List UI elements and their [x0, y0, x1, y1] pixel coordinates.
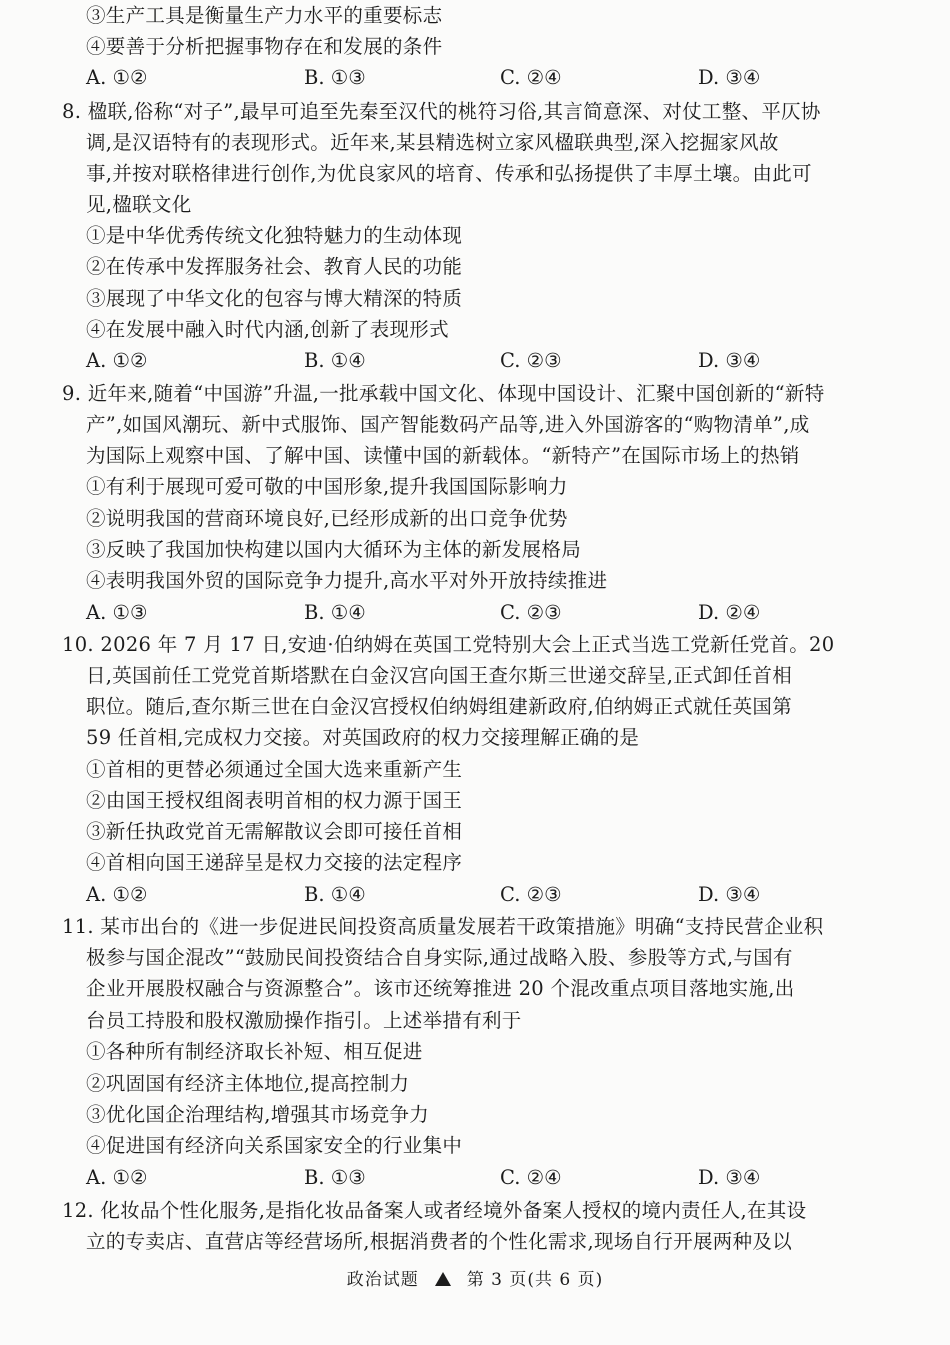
q9-stem-line-2: 产”,如国风潮玩、新中式服饰、国产智能数码产品等,进入外国游客的“购物清单”,成 — [86, 413, 810, 436]
q7-choices — [86, 64, 906, 92]
q8-stem-line-1: 8. 楹联,俗称“对子”,最早可追至先秦至汉代的桃符习俗,其言简意深、对仗工整、平仄协 — [62, 100, 821, 123]
q8-stem-line-4: 见,楹联文化 — [86, 193, 192, 216]
choice-a: A. ①③ — [86, 601, 148, 624]
footer-subject: 政治试题 — [346, 1270, 419, 1290]
q11-option-1: ①各种所有制经济取长补短、相互促进 — [86, 1040, 423, 1063]
q9-option-4: ④表明我国外贸的国际竞争力提升,高水平对外开放持续推进 — [86, 569, 608, 592]
q7-option-4: ④要善于分析把握事物存在和发展的条件 — [86, 35, 443, 58]
choice-c: C. ②④ — [500, 66, 562, 89]
choice-c: C. ②③ — [500, 883, 562, 906]
q11-stem-line-4: 台员工持股和股权激励操作指引。上述举措有利于 — [86, 1009, 522, 1032]
q12-stem-line-2: 立的专卖店、直营店等经营场所,根据消费者的个性化需求,现场自行开展两种及以 — [86, 1230, 792, 1253]
choice-b: B. ①④ — [304, 601, 366, 624]
choice-c: C. ②④ — [500, 1166, 562, 1189]
q11-stem-line-1: 11. 某市出台的《进一步促进民间投资高质量发展若干政策措施》明确“支持民营企业积 — [62, 915, 824, 938]
q11-option-4: ④促进国有经济向关系国家安全的行业集中 — [86, 1134, 463, 1157]
q9-option-2: ②说明我国的营商环境良好,已经形成新的出口竞争优势 — [86, 507, 568, 530]
page-footer — [0, 1268, 950, 1292]
choice-b: B. ①③ — [304, 1166, 366, 1189]
q7-option-3: ③生产工具是衡量生产力水平的重要标志 — [86, 4, 443, 27]
choice-a: A. ①② — [86, 349, 148, 372]
choice-d: D. ③④ — [698, 1166, 761, 1189]
q9-option-3: ③反映了我国加快构建以国内大循环为主体的新发展格局 — [86, 538, 582, 561]
choice-c: C. ②③ — [500, 349, 562, 372]
q8-stem-line-3: 事,并按对联格律进行创作,为优良家风的培育、传承和弘扬提供了丰厚土壤。由此可 — [86, 162, 812, 185]
q9-choices — [86, 599, 906, 627]
q10-option-3: ③新任执政党首无需解散议会即可接任首相 — [86, 820, 463, 843]
q8-stem-line-2: 调,是汉语特有的表现形式。近年来,某县精选树立家风楹联典型,深入挖掘家风故 — [86, 131, 779, 154]
choice-a: A. ①② — [86, 66, 148, 89]
q10-choices — [86, 881, 906, 909]
q11-choices — [86, 1164, 906, 1192]
triangle-icon — [435, 1272, 451, 1286]
q10-option-4: ④首相向国王递辞呈是权力交接的法定程序 — [86, 851, 463, 874]
choice-d: D. ③④ — [698, 66, 761, 89]
choice-a: A. ①② — [86, 1166, 148, 1189]
q8-option-2: ②在传承中发挥服务社会、教育人民的功能 — [86, 255, 463, 278]
q8-option-1: ①是中华优秀传统文化独特魅力的生动体现 — [86, 224, 463, 247]
q9-stem-line-1: 9. 近年来,随着“中国游”升温,一批承载中国文化、体现中国设计、汇聚中国创新的“新特 — [62, 382, 825, 405]
q9-option-1: ①有利于展现可爱可敬的中国形象,提升我国国际影响力 — [86, 475, 568, 498]
q9-stem-line-3: 为国际上观察中国、了解中国、读懂中国的新载体。“新特产”在国际市场上的热销 — [86, 444, 800, 467]
q11-stem-line-3: 企业开展股权融合与资源整合”。该市还统筹推进 20 个混改重点项目落地实施,出 — [86, 977, 795, 1000]
q11-option-3: ③优化国企治理结构,增强其市场竞争力 — [86, 1103, 430, 1126]
q10-stem-line-4: 59 任首相,完成权力交接。对英国政府的权力交接理解正确的是 — [86, 726, 640, 749]
choice-d: D. ③④ — [698, 883, 761, 906]
q11-option-2: ②巩固国有经济主体地位,提高控制力 — [86, 1072, 410, 1095]
choice-b: B. ①④ — [304, 349, 366, 372]
q12-stem-line-1: 12. 化妆品个性化服务,是指化妆品备案人或者经境外备案人授权的境内责任人,在其设 — [62, 1199, 807, 1222]
choice-c: C. ②③ — [500, 601, 562, 624]
choice-b: B. ①④ — [304, 883, 366, 906]
q10-option-2: ②由国王授权组阁表明首相的权力源于国王 — [86, 789, 463, 812]
q10-stem-line-2: 日,英国前任工党党首斯塔默在白金汉宫向国王查尔斯三世递交辞呈,正式卸任首相 — [86, 664, 792, 687]
q10-stem-line-3: 职位。随后,查尔斯三世在白金汉宫授权伯纳姆组建新政府,伯纳姆正式就任英国第 — [86, 695, 792, 718]
choice-d: D. ②④ — [698, 601, 761, 624]
choice-a: A. ①② — [86, 883, 148, 906]
q11-stem-line-2: 极参与国企混改”“鼓励民间投资结合自身实际,通过战略入股、参股等方式,与国有 — [86, 946, 793, 969]
choice-b: B. ①③ — [304, 66, 366, 89]
q8-option-3: ③展现了中华文化的包容与博大精深的特质 — [86, 287, 463, 310]
q8-choices — [86, 347, 906, 375]
footer-page-number: 第 3 页(共 6 页) — [466, 1270, 604, 1290]
choice-d: D. ③④ — [698, 349, 761, 372]
q10-option-1: ①首相的更替必须通过全国大选来重新产生 — [86, 758, 463, 781]
q10-stem-line-1: 10. 2026 年 7 月 17 日,安迪·伯纳姆在英国工党特别大会上正式当选工党新任党首。20 — [62, 633, 835, 656]
q8-option-4: ④在发展中融入时代内涵,创新了表现形式 — [86, 318, 449, 341]
